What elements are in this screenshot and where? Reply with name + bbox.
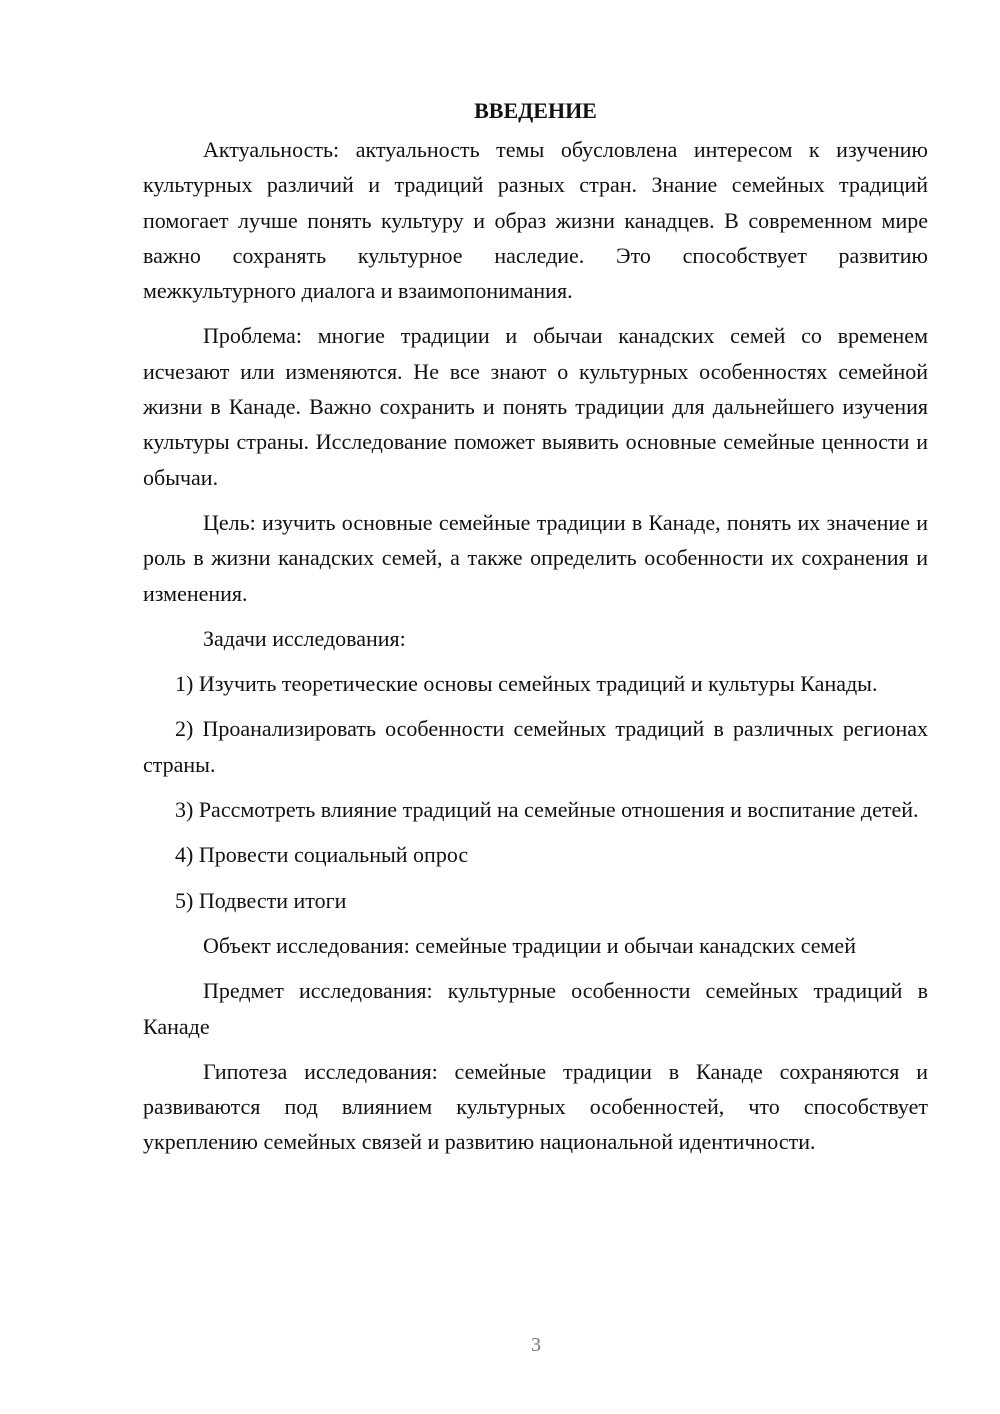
- page-number: 3: [531, 1334, 541, 1356]
- relevance-paragraph: Актуальность: актуальность темы обусловлена интересом к изучению культурных различий и традиций разных стран. Знание семейных традиций помогает лучше понять культуру и образ жизни канадцев. В современном мире важно сохранять культурное наследие. Это способствует развитию межкультурного диалога и взаимопонимания.: [143, 137, 928, 304]
- goal-paragraph: Цель: изучить основные семейные традиции в Канаде, понять их значение и роль в жизни канадских семей, а также определить особенности их сохранения и изменения.: [143, 509, 928, 606]
- task-item-2: 2) Проанализировать особенности семейных традиций в различных регионах страны.: [143, 716, 928, 777]
- task-item-5: 5) Подвести итоги: [175, 887, 347, 913]
- problem-paragraph: Проблема: многие традиции и обычаи канадских семей со временем исчезают или изменяются. Не все знают о культурных особенностях семейной жизни в Канаде. Важно сохранить и понять традиции для дальнейшего изучения культуры страны. Исследование поможет выявить основные семейные ценности и обычаи.: [143, 323, 928, 490]
- page-content: [143, 96, 928, 1170]
- task-item-4: 4) Провести социальный опрос: [175, 842, 469, 868]
- subject-paragraph: Предмет исследования: культурные особенности семейных традиций в Канаде: [143, 978, 928, 1039]
- task-item-1: 1) Изучить теоретические основы семейных традиций и культуры Канады.: [175, 671, 878, 697]
- hypothesis-paragraph: Гипотеза исследования: семейные традиции в Канаде сохраняются и развиваются под влиянием культурных особенностей, что способствует укреплению семейных связей и развитию национальной идентичности.: [143, 1058, 928, 1155]
- section-heading: ВВЕДЕНИЕ: [474, 98, 597, 123]
- tasks-title: Задачи исследования:: [203, 625, 406, 651]
- task-item-3: 3) Рассмотреть влияние традиций на семейные отношения и воспитание детей.: [175, 797, 919, 823]
- object-paragraph: Объект исследования: семейные традиции и обычаи канадских семей: [203, 932, 856, 958]
